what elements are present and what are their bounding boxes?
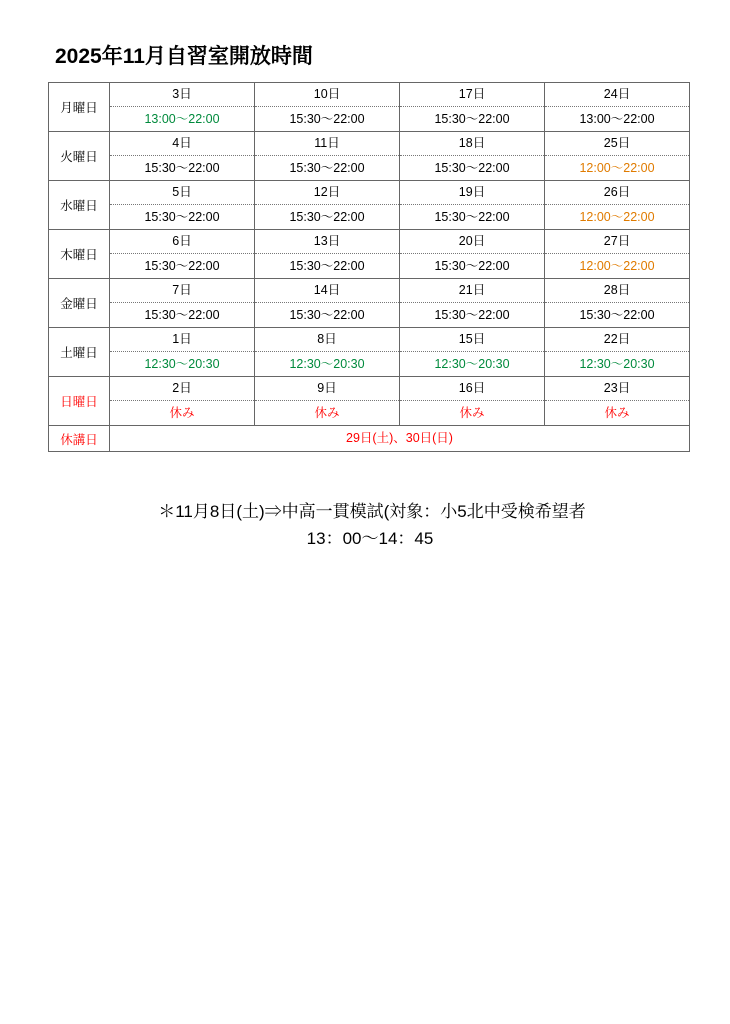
closed-days-value: 29日(土)、30日(日) <box>346 431 453 445</box>
schedule-cell <box>255 83 400 132</box>
cell-date: 6日 <box>110 230 254 254</box>
cell-time: 12:00～22:00 <box>579 161 655 175</box>
schedule-cell <box>545 377 690 426</box>
schedule-cell <box>400 132 545 181</box>
cell-time: 休み <box>169 406 195 420</box>
schedule-cell <box>545 230 690 279</box>
cell-date: 14日 <box>255 279 399 303</box>
schedule-cell <box>545 181 690 230</box>
schedule-cell <box>255 279 400 328</box>
cell-time: 12:30～20:30 <box>144 357 220 371</box>
table-row <box>49 181 690 230</box>
schedule-cell <box>400 230 545 279</box>
cell-time: 15:30～22:00 <box>434 259 510 273</box>
cell-time: 休み <box>314 406 340 420</box>
cell-date: 21日 <box>400 279 544 303</box>
schedule-cell <box>400 181 545 230</box>
schedule-cell <box>255 132 400 181</box>
schedule-cell <box>110 83 255 132</box>
page-title: 2025年11月自習室開放時間 <box>55 45 313 68</box>
row-day-label: 月曜日 <box>49 83 110 132</box>
cell-date: 22日 <box>545 328 689 352</box>
cell-date: 23日 <box>545 377 689 401</box>
cell-date: 15日 <box>400 328 544 352</box>
cell-time: 15:30～22:00 <box>434 161 510 175</box>
cell-time: 15:30～22:00 <box>144 308 220 322</box>
cell-time: 12:30～20:30 <box>289 357 365 371</box>
cell-date: 27日 <box>545 230 689 254</box>
schedule-cell <box>400 377 545 426</box>
cell-time: 15:30～22:00 <box>289 210 365 224</box>
cell-time: 15:30～22:00 <box>144 210 220 224</box>
closed-days-row <box>49 426 690 452</box>
cell-date: 18日 <box>400 132 544 156</box>
table-row <box>49 279 690 328</box>
schedule-cell <box>545 279 690 328</box>
row-day-label: 金曜日 <box>49 279 110 328</box>
row-day-label: 水曜日 <box>49 181 110 230</box>
table-row <box>49 132 690 181</box>
cell-date: 20日 <box>400 230 544 254</box>
cell-time: 15:30～22:00 <box>144 259 220 273</box>
footnote-line-2: 13：00～14：45 <box>306 529 434 548</box>
schedule-cell <box>400 83 545 132</box>
schedule-cell <box>110 181 255 230</box>
cell-date: 4日 <box>110 132 254 156</box>
row-day-label: 木曜日 <box>49 230 110 279</box>
cell-date: 28日 <box>545 279 689 303</box>
cell-date: 24日 <box>545 83 689 107</box>
cell-date: 16日 <box>400 377 544 401</box>
schedule-cell <box>545 328 690 377</box>
cell-date: 19日 <box>400 181 544 205</box>
cell-date: 10日 <box>255 83 399 107</box>
schedule-cell <box>255 230 400 279</box>
cell-time: 休み <box>604 406 630 420</box>
cell-date: 12日 <box>255 181 399 205</box>
table-row <box>49 83 690 132</box>
row-day-label: 日曜日 <box>49 377 110 426</box>
schedule-table-body <box>49 83 690 452</box>
schedule-cell <box>545 83 690 132</box>
cell-time: 12:00～22:00 <box>579 210 655 224</box>
cell-date: 17日 <box>400 83 544 107</box>
cell-date: 9日 <box>255 377 399 401</box>
row-day-label: 火曜日 <box>49 132 110 181</box>
schedule-table <box>48 82 690 452</box>
cell-time: 15:30～22:00 <box>289 259 365 273</box>
schedule-cell <box>110 377 255 426</box>
schedule-cell <box>110 132 255 181</box>
schedule-cell <box>545 132 690 181</box>
closed-days-label: 休講日 <box>49 426 110 452</box>
cell-time: 13:00～22:00 <box>144 112 220 126</box>
closed-days-value-cell <box>110 426 690 452</box>
cell-time: 15:30～22:00 <box>434 308 510 322</box>
cell-time: 15:30～22:00 <box>144 161 220 175</box>
cell-time: 13:00～22:00 <box>579 112 655 126</box>
schedule-cell <box>255 377 400 426</box>
schedule-cell <box>400 328 545 377</box>
schedule-cell <box>110 279 255 328</box>
cell-time: 15:30～22:00 <box>289 308 365 322</box>
cell-date: 3日 <box>110 83 254 107</box>
cell-date: 5日 <box>110 181 254 205</box>
cell-date: 11日 <box>255 132 399 156</box>
cell-time: 12:30～20:30 <box>579 357 655 371</box>
cell-date: 7日 <box>110 279 254 303</box>
row-day-label: 土曜日 <box>49 328 110 377</box>
cell-time: 15:30～22:00 <box>289 161 365 175</box>
footnote <box>0 498 730 552</box>
cell-time: 15:30～22:00 <box>434 112 510 126</box>
schedule-cell <box>110 328 255 377</box>
footnote-line-1: ＊11月8日(土)⇒中高一貫模試(対象：小5北中受検希望者 <box>158 502 586 521</box>
cell-date: 26日 <box>545 181 689 205</box>
schedule-cell <box>255 181 400 230</box>
cell-time: 12:00～22:00 <box>579 259 655 273</box>
schedule-cell <box>400 279 545 328</box>
cell-time: 15:30～22:00 <box>434 210 510 224</box>
cell-time: 12:30～20:30 <box>434 357 510 371</box>
cell-date: 1日 <box>110 328 254 352</box>
table-row <box>49 377 690 426</box>
schedule-cell <box>110 230 255 279</box>
table-row <box>49 230 690 279</box>
cell-date: 13日 <box>255 230 399 254</box>
cell-date: 8日 <box>255 328 399 352</box>
table-row <box>49 328 690 377</box>
cell-time: 15:30～22:00 <box>579 308 655 322</box>
cell-time: 15:30～22:00 <box>289 112 365 126</box>
schedule-cell <box>255 328 400 377</box>
cell-date: 2日 <box>110 377 254 401</box>
cell-time: 休み <box>459 406 485 420</box>
cell-date: 25日 <box>545 132 689 156</box>
